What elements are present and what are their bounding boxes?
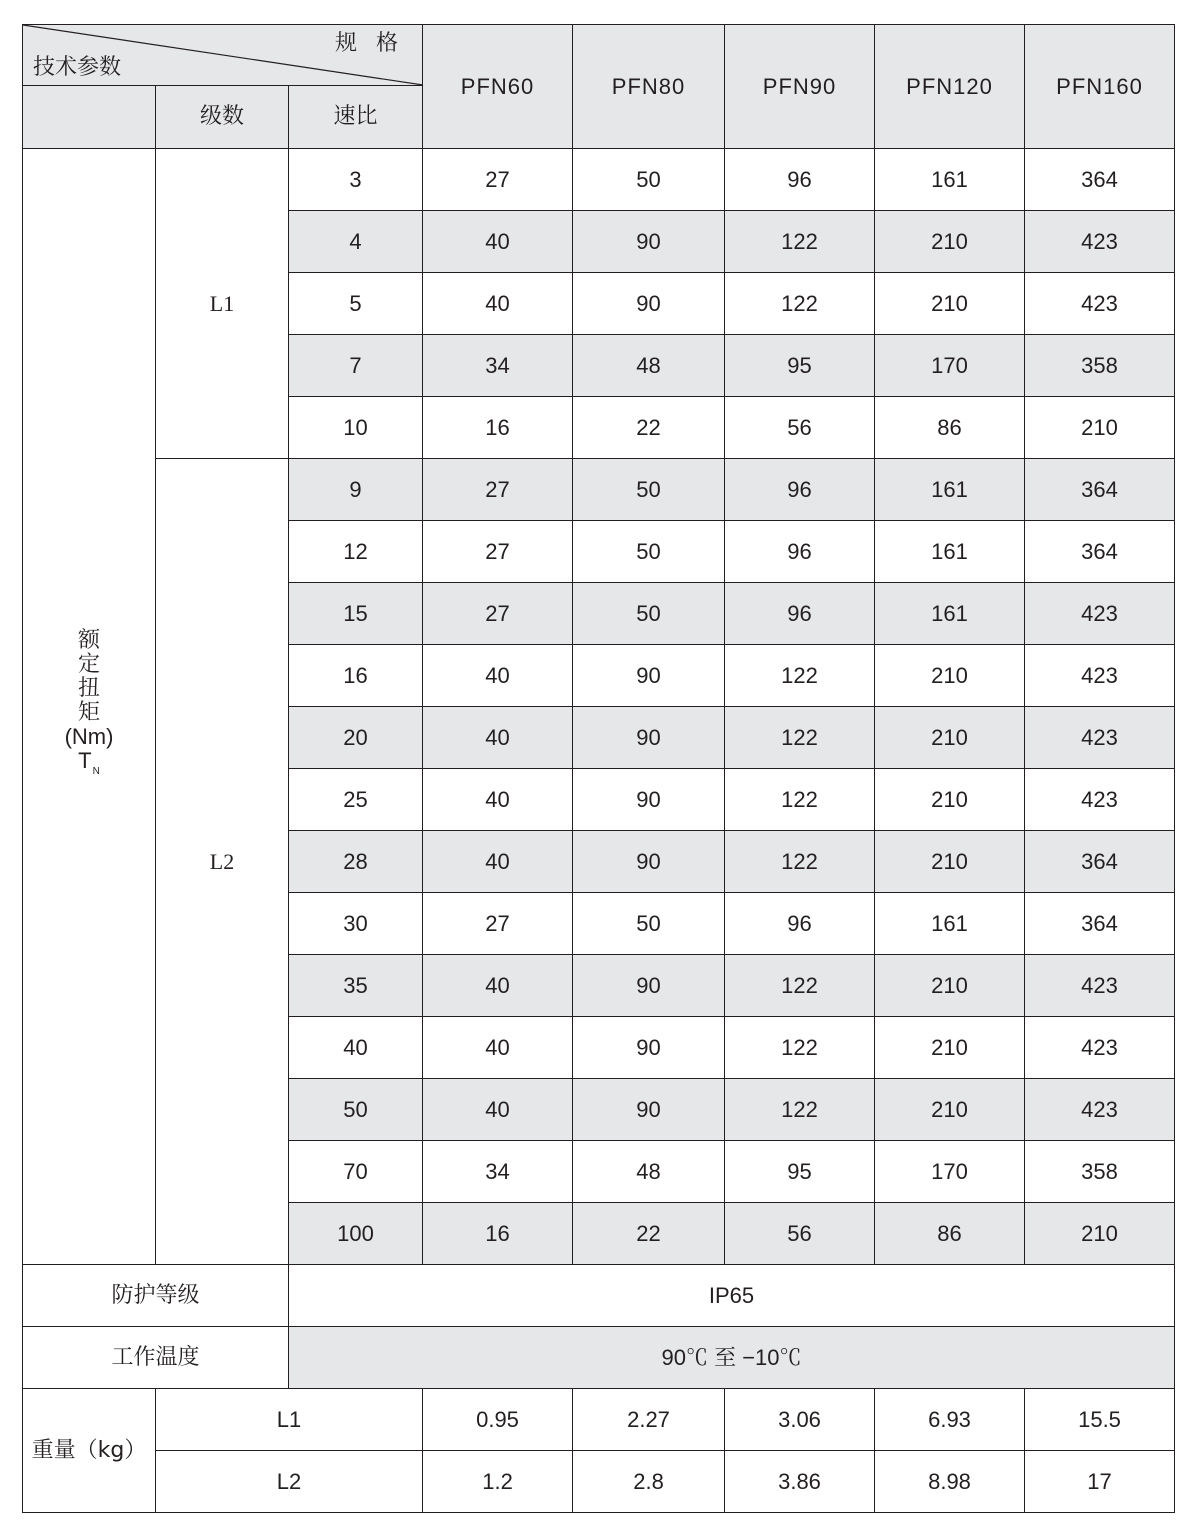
spec-table: [22, 24, 1175, 1513]
torque-value-cell: 122: [725, 273, 875, 335]
ratio-cell: 28: [289, 831, 423, 893]
ratio-cell: 4: [289, 211, 423, 273]
torque-value-cell: 423: [1025, 273, 1175, 335]
torque-value-cell: 90: [573, 645, 725, 707]
torque-value-cell: 122: [725, 707, 875, 769]
torque-value-cell: 161: [875, 521, 1025, 583]
torque-value-cell: 27: [423, 459, 573, 521]
torque-value-cell: 210: [1025, 1203, 1175, 1265]
torque-value-cell: 22: [573, 1203, 725, 1265]
torque-value-cell: 50: [573, 583, 725, 645]
torque-label-char: 额: [77, 628, 100, 653]
protection-value: IP65: [289, 1265, 1175, 1327]
torque-value-cell: 40: [423, 831, 573, 893]
torque-value-cell: 27: [423, 521, 573, 583]
ratio-cell: 20: [289, 707, 423, 769]
torque-value-cell: 210: [875, 769, 1025, 831]
torque-value-cell: 161: [875, 459, 1025, 521]
torque-value-cell: 40: [423, 1079, 573, 1141]
torque-value-cell: 56: [725, 1203, 875, 1265]
weight-stage-cell: L1: [156, 1389, 423, 1451]
torque-value-cell: 90: [573, 769, 725, 831]
torque-value-cell: 364: [1025, 893, 1175, 955]
torque-value-cell: 96: [725, 893, 875, 955]
torque-label-cell: [23, 149, 156, 1265]
ratio-cell: 70: [289, 1141, 423, 1203]
temperature-label: 工作温度: [23, 1327, 289, 1389]
torque-value-cell: 210: [875, 707, 1025, 769]
torque-label-char: 矩: [77, 700, 100, 725]
torque-value-cell: 210: [875, 211, 1025, 273]
torque-value-cell: 161: [875, 893, 1025, 955]
torque-value-cell: 95: [725, 335, 875, 397]
ratio-cell: 16: [289, 645, 423, 707]
torque-value-cell: 40: [423, 211, 573, 273]
torque-value-cell: 423: [1025, 707, 1175, 769]
torque-value-cell: 122: [725, 211, 875, 273]
table-row: [23, 149, 1175, 211]
ratio-cell: 7: [289, 335, 423, 397]
torque-value-cell: 364: [1025, 831, 1175, 893]
ratio-cell: 12: [289, 521, 423, 583]
model-header: PFN80: [573, 25, 725, 149]
ratio-cell: 40: [289, 1017, 423, 1079]
model-header: PFN120: [875, 25, 1025, 149]
spec-table-body: [23, 25, 1175, 1513]
torque-value-cell: 34: [423, 335, 573, 397]
torque-value-cell: 27: [423, 583, 573, 645]
weight-value-cell: 15.5: [1025, 1389, 1175, 1451]
torque-value-cell: 364: [1025, 521, 1175, 583]
torque-label-char: 扭: [77, 676, 100, 701]
temperature-row: [23, 1327, 1175, 1389]
torque-value-cell: 122: [725, 1017, 875, 1079]
stage-cell: L1: [156, 149, 289, 459]
weight-value-cell: 6.93: [875, 1389, 1025, 1451]
model-header: PFN90: [725, 25, 875, 149]
torque-value-cell: 358: [1025, 335, 1175, 397]
stage-cell: L2: [156, 459, 289, 1265]
torque-value-cell: 50: [573, 149, 725, 211]
header-row: [23, 25, 1175, 86]
torque-label: [65, 629, 114, 784]
torque-value-cell: 170: [875, 335, 1025, 397]
torque-value-cell: 86: [875, 397, 1025, 459]
torque-value-cell: 122: [725, 831, 875, 893]
torque-value-cell: 210: [875, 273, 1025, 335]
torque-value-cell: 50: [573, 893, 725, 955]
spec-table-container: [22, 24, 1174, 1513]
torque-value-cell: 96: [725, 459, 875, 521]
temperature-value: 90℃ 至 −10℃: [289, 1327, 1175, 1389]
torque-value-cell: 86: [875, 1203, 1025, 1265]
ratio-cell: 9: [289, 459, 423, 521]
torque-value-cell: 423: [1025, 955, 1175, 1017]
weight-value-cell: 8.98: [875, 1451, 1025, 1513]
torque-value-cell: 95: [725, 1141, 875, 1203]
torque-value-cell: 364: [1025, 459, 1175, 521]
torque-value-cell: 423: [1025, 1079, 1175, 1141]
torque-value-cell: 122: [725, 769, 875, 831]
torque-subscript: N: [92, 766, 100, 777]
torque-value-cell: 423: [1025, 583, 1175, 645]
torque-value-cell: 364: [1025, 149, 1175, 211]
weight-value-cell: 2.8: [573, 1451, 725, 1513]
torque-value-cell: 40: [423, 645, 573, 707]
ratio-cell: 15: [289, 583, 423, 645]
ratio-cell: 3: [289, 149, 423, 211]
torque-value-cell: 210: [875, 1017, 1025, 1079]
torque-symbol: T: [78, 748, 92, 773]
diagonal-header-cell: [23, 25, 423, 86]
torque-value-cell: 96: [725, 149, 875, 211]
torque-value-cell: 161: [875, 583, 1025, 645]
torque-value-cell: 48: [573, 1141, 725, 1203]
spec-label: 规 格: [335, 31, 405, 56]
torque-value-cell: 27: [423, 893, 573, 955]
torque-value-cell: 22: [573, 397, 725, 459]
weight-stage-cell: L2: [156, 1451, 423, 1513]
torque-value-cell: 210: [875, 955, 1025, 1017]
torque-value-cell: 122: [725, 645, 875, 707]
torque-value-cell: 50: [573, 459, 725, 521]
weight-value-cell: 0.95: [423, 1389, 573, 1451]
torque-value-cell: 40: [423, 955, 573, 1017]
torque-value-cell: 161: [875, 149, 1025, 211]
ratio-cell: 10: [289, 397, 423, 459]
torque-value-cell: 90: [573, 273, 725, 335]
torque-value-cell: 423: [1025, 645, 1175, 707]
ratio-cell: 25: [289, 769, 423, 831]
torque-value-cell: 423: [1025, 769, 1175, 831]
torque-value-cell: 34: [423, 1141, 573, 1203]
weight-value-cell: 3.06: [725, 1389, 875, 1451]
table-row: [23, 459, 1175, 521]
torque-value-cell: 40: [423, 769, 573, 831]
torque-value-cell: 90: [573, 831, 725, 893]
ratio-cell: 5: [289, 273, 423, 335]
ratio-cell: 50: [289, 1079, 423, 1141]
torque-label-char: 定: [77, 652, 100, 677]
weight-row: [23, 1389, 1175, 1451]
weight-value-cell: 2.27: [573, 1389, 725, 1451]
torque-value-cell: 90: [573, 1079, 725, 1141]
ratio-header: 速比: [289, 86, 423, 149]
torque-value-cell: 90: [573, 211, 725, 273]
torque-symbol-line: [65, 749, 114, 784]
ratio-cell: 30: [289, 893, 423, 955]
torque-value-cell: 90: [573, 707, 725, 769]
torque-value-cell: 122: [725, 1079, 875, 1141]
weight-value-cell: 1.2: [423, 1451, 573, 1513]
model-header: PFN160: [1025, 25, 1175, 149]
ratio-cell: 35: [289, 955, 423, 1017]
torque-value-cell: 40: [423, 707, 573, 769]
torque-value-cell: 48: [573, 335, 725, 397]
stage-header: 级数: [156, 86, 289, 149]
torque-value-cell: 210: [875, 645, 1025, 707]
torque-value-cell: 90: [573, 1017, 725, 1079]
torque-value-cell: 40: [423, 273, 573, 335]
torque-value-cell: 96: [725, 583, 875, 645]
weight-row: [23, 1451, 1175, 1513]
torque-value-cell: 50: [573, 521, 725, 583]
protection-label: 防护等级: [23, 1265, 289, 1327]
ratio-cell: 100: [289, 1203, 423, 1265]
torque-value-cell: 210: [1025, 397, 1175, 459]
header-blank-cell: [23, 86, 156, 149]
torque-value-cell: 358: [1025, 1141, 1175, 1203]
weight-value-cell: 17: [1025, 1451, 1175, 1513]
weight-value-cell: 3.86: [725, 1451, 875, 1513]
weight-label: 重量（kg）: [23, 1389, 156, 1513]
param-label: 技术参数: [33, 55, 122, 80]
torque-value-cell: 56: [725, 397, 875, 459]
torque-value-cell: 16: [423, 397, 573, 459]
torque-value-cell: 423: [1025, 211, 1175, 273]
torque-value-cell: 170: [875, 1141, 1025, 1203]
torque-value-cell: 423: [1025, 1017, 1175, 1079]
protection-row: [23, 1265, 1175, 1327]
torque-value-cell: 27: [423, 149, 573, 211]
torque-value-cell: 210: [875, 1079, 1025, 1141]
torque-unit: (Nm): [64, 724, 114, 749]
torque-value-cell: 16: [423, 1203, 573, 1265]
torque-value-cell: 40: [423, 1017, 573, 1079]
torque-value-cell: 122: [725, 955, 875, 1017]
torque-value-cell: 96: [725, 521, 875, 583]
model-header: PFN60: [423, 25, 573, 149]
torque-value-cell: 90: [573, 955, 725, 1017]
torque-value-cell: 210: [875, 831, 1025, 893]
